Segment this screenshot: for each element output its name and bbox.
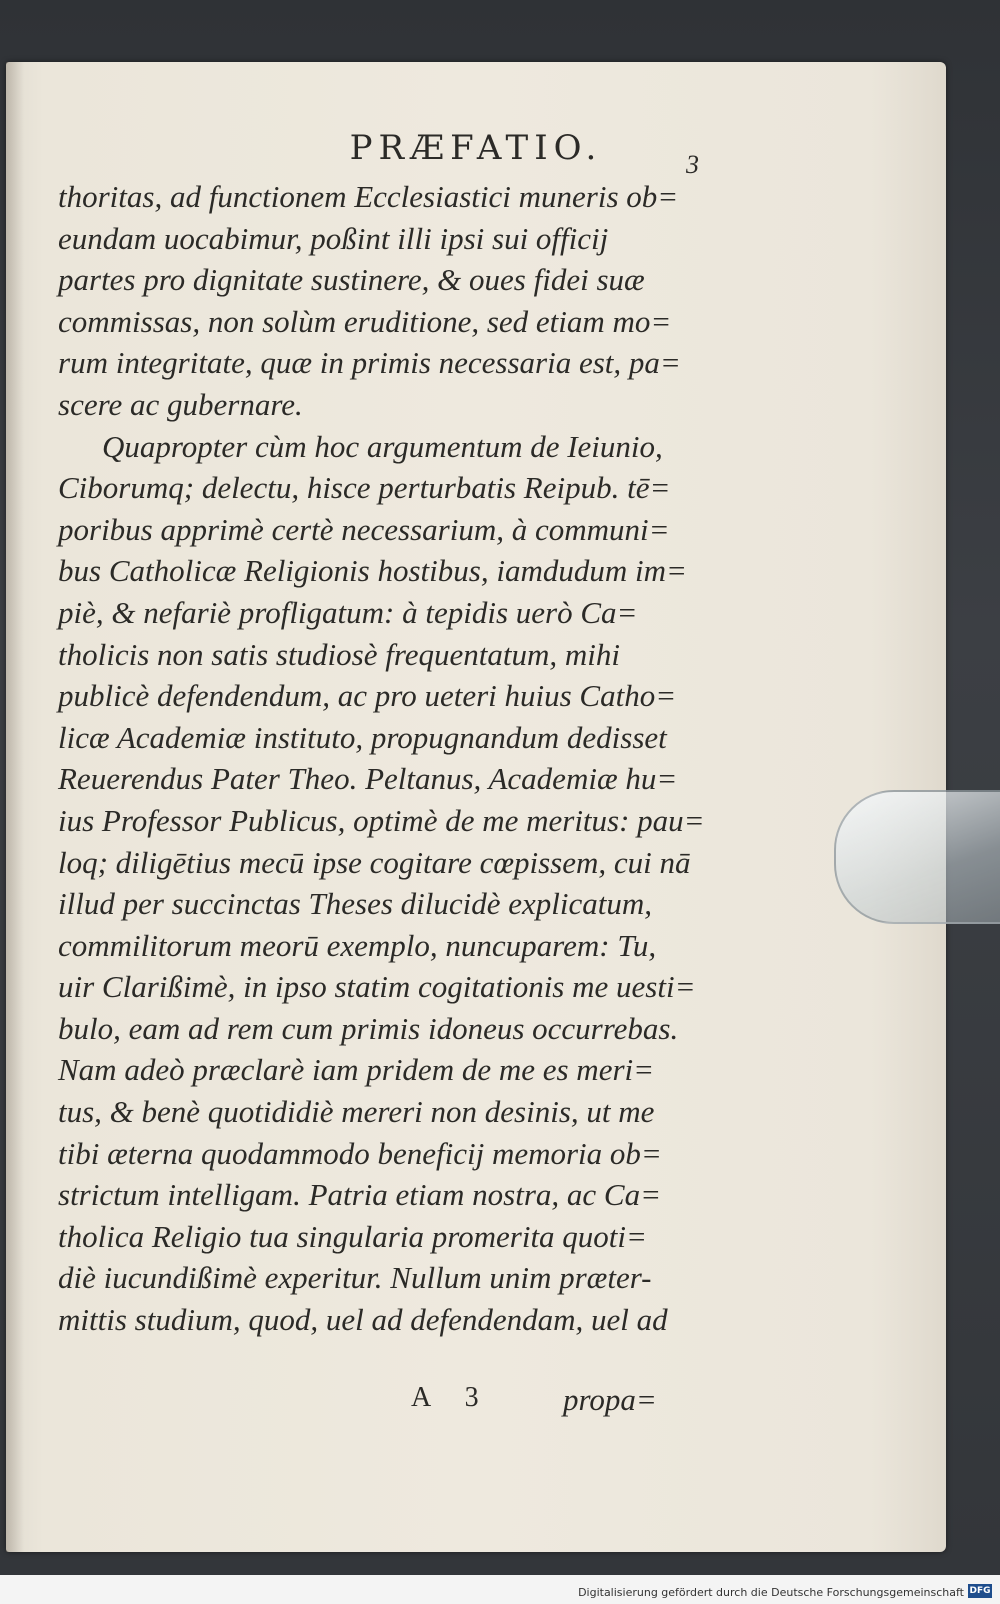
text-line: poribus apprimè certè necessarium, à communi=	[58, 511, 670, 547]
text-line: Reuerendus Pater Theo. Peltanus, Academiæ hu=	[58, 761, 678, 797]
signature-mark: A 3	[411, 1382, 493, 1413]
spine-shadow	[6, 62, 24, 1552]
book-page	[6, 62, 946, 1552]
text-line: partes pro dignitate sustinere, & oues fidei suæ	[58, 262, 645, 298]
text-line: tholicis non satis studiosè frequentatum, mihi	[58, 636, 621, 672]
text-line: uir Clarißimè, in ipso statim cogitationis me uesti=	[58, 969, 696, 1005]
text-line: tholica Religio tua singularia promerita quoti=	[58, 1218, 647, 1254]
page-number: 3	[686, 150, 699, 179]
text-line: tibi æterna quodammodo beneficij memoria ob=	[58, 1135, 662, 1171]
text-line: bus Catholicæ Religionis hostibus, iamdudum im=	[58, 553, 687, 589]
text-line: commilitorum meorū exemplo, nuncuparem: Tu,	[58, 927, 657, 963]
text-line: illud per succinctas Theses dilucidè explicatum,	[58, 886, 653, 922]
text-line: rum integritate, quæ in primis necessaria est, pa=	[58, 345, 681, 381]
text-line: eundam uocabimur, poßint illi ipsi sui officij	[58, 220, 609, 256]
running-head: PRÆFATIO.	[349, 128, 603, 168]
text-line: piè, & nefariè profligatum: à tepidis uerò Ca=	[58, 594, 638, 630]
attribution-text: Digitalisierung gefördert durch die Deutsche Forschungsgemeinschaft	[578, 1586, 964, 1599]
catchword: propa=	[563, 1382, 657, 1417]
text-line: thoritas, ad functionem Ecclesiastici muneris ob=	[58, 179, 679, 214]
text-line: scere ac gubernare.	[58, 386, 303, 422]
text-line: mittis studium, quod, uel ad defendendam, uel ad	[58, 1302, 668, 1338]
page-clip	[834, 790, 1000, 924]
text-line: diè iucundißimè experitur. Nullum unim præter-	[58, 1260, 652, 1296]
text-line: ius Professor Publicus, optimè de me meritus: pau=	[58, 802, 705, 838]
dfg-logo: DFG	[969, 1586, 991, 1596]
text-line: loq; diligētius mecū ipse cogitare cœpissem, cui nā	[58, 844, 691, 880]
text-line: Nam adeò præclarè iam pridem de me es meri=	[58, 1052, 655, 1088]
text-line: tus, & benè quotididiè mereri non desinis, ut me	[58, 1094, 655, 1130]
text-line: strictum intelligam. Patria etiam nostra, ac Ca=	[58, 1177, 662, 1213]
text-line: publicè defendendum, ac pro ueteri huius Catho=	[58, 678, 677, 714]
text-line: Ciborumq; delectu, hisce perturbatis Reipub. tē=	[58, 470, 671, 506]
text-line: licæ Academiæ instituto, propugnandum dedisset	[58, 719, 667, 755]
body-text	[58, 176, 703, 1341]
text-line: Quapropter cùm hoc argumentum de Ieiunio,	[102, 428, 663, 464]
text-line: commissas, non solùm eruditione, sed etiam mo=	[58, 303, 672, 339]
text-line: bulo, eam ad rem cum primis idoneus occurrebas.	[58, 1010, 679, 1046]
